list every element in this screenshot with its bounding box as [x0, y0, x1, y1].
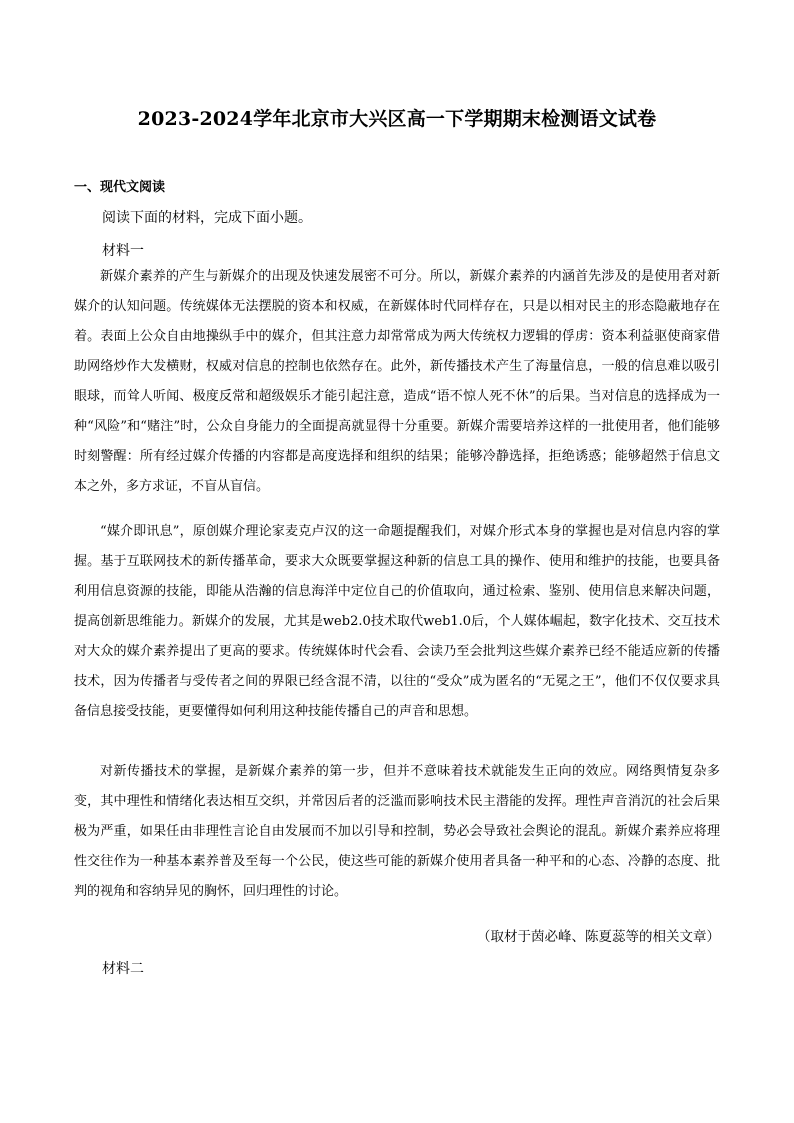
paragraph-2: “媒介即讯息”，原创媒介理论家麦克卢汉的这一命题提醒我们，对媒介形式本身的掌握也是对信息内容的掌握。基于互联网技术的新传播革命，要求大众既要掌握这种新的信息工具的操作、使用和维护的技能，也要具备利用信息资源的技能，即能从浩瀚的信息海洋中定位自己的价值取向，通过检索、鉴别、使用信息来解决问题，提高创新思维能力。新媒介的发展，尤其是web2.0技术取代web1.0后，个人媒体崛起，数字化技术、交互技术对大众的媒介素养提出了更高的要求。传统媒体时代会看、会读乃至会批判这些媒介素养已经不能适应新的传播技术，因为传播者与受传者之间的界限已经含混不清，以往的“受众”成为匿名的“无冕之王”，他们不仅仅要求具备信息接受技能，更要懂得如何利用这种技能传播自己的声音和思想。	[74, 524, 720, 719]
paragraph-3: 对新传播技术的掌握，是新媒介素养的第一步，但并不意味着技术就能发生正向的效应。网络舆情复杂多变，其中理性和情绪化表达相互交织，并常因后者的泛滥而影响技术民主潜能的发挥。理性声音消沉的社会后果极为严重，如果任由非理性言论自由发展而不加以引导和控制，势必会导致社会舆论的混乱。新媒介素养应将理性交往作为一种基本素养普及至每一个公民，使这些可能的新媒介使用者具备一种平和的心态、冷静的态度、批判的视角和容纳异见的胸怀，回归理性的讨论。	[74, 764, 720, 899]
exam-title: 2023-2024学年北京市大兴区高一下学期期末检测语文试卷	[137, 108, 657, 130]
source-note: （取材于茵必峰、陈夏蕊等的相关文章）	[477, 929, 720, 945]
reading-instruction: 阅读下面的材料，完成下面小题。	[102, 210, 312, 226]
material-two-label: 材料二	[102, 961, 144, 977]
material-one-label: 材料一	[102, 243, 144, 259]
paragraph-1: 新媒介素养的产生与新媒介的出现及快速发展密不可分。所以，新媒介素养的内涵首先涉及的是使用者对新媒介的认知问题。传统媒体无法摆脱的资本和权威，在新媒体时代同样存在，只是以相对民主的形态隐蔽地存在着。表面上公众自由地操纵手中的媒介，但其注意力却常常成为两大传统权力逻辑的俘虏：资本利益驱使商家借助网络炒作大发横财，权威对信息的控制也依然存在。此外，新传播技术产生了海量信息，一般的信息难以吸引眼球，而耸人听闻、极度反常和超级娱乐才能引起注意，造成“语不惊人死不休”的后果。当对信息的选择成为一种“风险”和“赌注”时，公众自身能力的全面提高就显得十分重要。新媒介需要培养这样的一批使用者，他们能够时刻警醒：所有经过媒介传播的内容都是高度选择和组织的结果；能够冷静选择，拒绝诱惑；能够超然于信息文本之外，多方求证，不盲从盲信。	[74, 269, 720, 494]
section-heading: 一、现代文阅读	[74, 180, 166, 195]
